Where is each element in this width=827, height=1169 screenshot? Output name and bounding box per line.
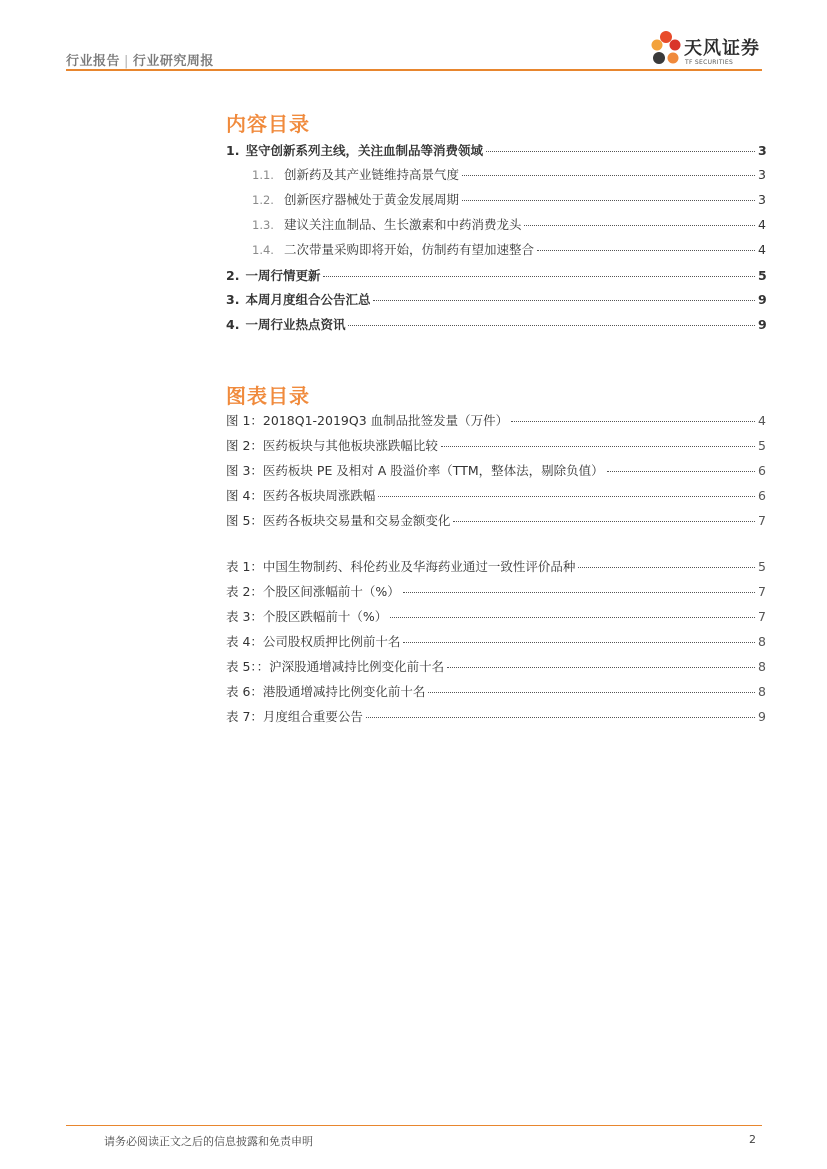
figure-entry[interactable] [226,462,766,480]
table-entry[interactable] [226,683,766,701]
table-entry-page: 5 [758,559,766,574]
header-divider [66,69,762,71]
toc-entry-title: 本周月度组合公告汇总 [245,292,371,307]
toc-entry-page: 4 [758,242,766,257]
table-entry-title: 表 4：公司股权质押比例前十名 [226,634,401,649]
toc-entry-page: 9 [758,292,767,307]
table-entry-page: 8 [758,684,766,699]
table-entry-page: 8 [758,659,766,674]
toc-entry-number: 1.2. [252,193,274,207]
dot-leader [511,421,755,422]
figure-entry-page: 6 [758,463,766,478]
figure-entry[interactable] [226,512,766,530]
table-entry-title: 表 3：个股区跌幅前十（%） [226,609,388,624]
toc-entry-title: 创新药及其产业链维持高景气度 [283,167,459,182]
figure-entry-title: 图 2：医药板块与其他板块涨跌幅比较 [226,438,438,453]
figure-entry-page: 4 [758,413,766,428]
company-logo [648,30,768,74]
toc-entry-title: 创新医疗器械处于黄金发展周期 [283,192,459,207]
toc-entry-number: 1.1. [252,168,274,182]
figure-entry-page: 6 [758,488,766,503]
dot-leader [607,471,755,472]
figure-entry[interactable] [226,437,766,455]
toc-entry[interactable] [226,267,766,285]
dot-leader [403,592,755,593]
header-subcategory: 行业研究周报 [132,54,214,69]
table-entry[interactable] [226,633,766,651]
dot-leader [378,496,755,497]
page-number: 2 [749,1133,756,1146]
toc-entry-page: 4 [758,217,766,232]
toc-entry-number: 2. [226,268,240,283]
toc-entry[interactable] [226,142,766,160]
figure-entry[interactable] [226,412,766,430]
toc-entry-number: 1.4. [252,243,274,257]
figure-entry-page: 7 [758,513,766,528]
toc-title: 内容目录 [226,112,310,136]
dot-leader [373,300,755,301]
dot-leader [441,446,755,447]
toc-entry-title: 建议关注血制品、生长激素和中药消费龙头 [283,217,522,232]
figure-entry-title: 图 4：医药各板块周涨跌幅 [226,488,376,503]
running-header [66,50,214,69]
table-entry[interactable] [226,558,766,576]
toc-entry-page: 3 [758,143,767,158]
figure-entry-title: 图 1：2018Q1-2019Q3 血制品批签发量（万件） [226,413,509,428]
toc-entry-page: 5 [758,268,767,283]
table-entry[interactable] [226,608,766,626]
toc-entry-page: 3 [758,167,766,182]
toc-entry-number: 4. [226,317,240,332]
table-entry[interactable] [226,583,766,601]
dot-leader [462,175,755,176]
toc-entry-number: 1.3. [252,218,274,232]
table-entry-page: 9 [758,709,766,724]
toc-entry-title: 一周行业热点资讯 [245,317,346,332]
logo-flower-icon [648,28,684,72]
toc-entry[interactable] [226,291,766,309]
dot-leader [323,276,755,277]
dot-leader [428,692,755,693]
footer-divider [66,1125,762,1126]
dot-leader [390,617,755,618]
figures-title: 图表目录 [226,384,310,408]
toc-entry-number: 1. [226,143,240,158]
dot-leader [486,151,755,152]
dot-leader [578,567,755,568]
dot-leader [348,325,755,326]
header-separator: | [124,54,129,69]
table-entry-page: 8 [758,634,766,649]
toc-entry[interactable] [252,241,766,259]
table-entry-title: 表 2：个股区间涨幅前十（%） [226,584,400,599]
dot-leader [462,200,755,201]
table-entry-title: 表 5：：沪深股通增减持比例变化前十名 [226,659,445,674]
dot-leader [537,250,755,251]
header-category: 行业报告 [66,54,121,69]
dot-leader [453,521,755,522]
toc-entry[interactable] [226,316,766,334]
dot-leader [403,642,755,643]
table-entry[interactable] [226,658,766,676]
toc-entry-number: 3. [226,292,240,307]
toc-entry[interactable] [252,191,766,209]
figure-entry-title: 图 3：医药板块 PE 及相对 A 股溢价率（TTM，整体法，剔除负值） [226,463,604,478]
table-entry-page: 7 [758,584,766,599]
figure-entry[interactable] [226,487,766,505]
toc-entry-page: 3 [758,192,766,207]
toc-entry-title: 二次带量采购即将开始，仿制药有望加速整合 [283,242,534,257]
table-entry-title: 表 7：月度组合重要公告 [226,709,363,724]
logo-name: 天风证券 [684,38,760,59]
toc-entry-title: 坚守创新系列主线，关注血制品等消费领域 [245,143,483,158]
toc-entry-title: 一周行情更新 [245,268,321,283]
footer-disclaimer: 请务必阅读正文之后的信息披露和免责申明 [104,1135,313,1148]
figure-entry-title: 图 5：医药各板块交易量和交易金额变化 [226,513,451,528]
figure-entry-page: 5 [758,438,766,453]
dot-leader [366,717,755,718]
table-entry-title: 表 1：中国生物制药、科伦药业及华海药业通过一致性评价品种 [226,559,576,574]
logo-subtitle: TF SECURITIES [685,59,734,66]
toc-entry[interactable] [252,166,766,184]
dot-leader [524,225,755,226]
table-entry-title: 表 6：港股通增减持比例变化前十名 [226,684,426,699]
table-entry-page: 7 [758,609,766,624]
toc-entry-page: 9 [758,317,767,332]
dot-leader [447,667,755,668]
table-entry[interactable] [226,708,766,726]
toc-entry[interactable] [252,216,766,234]
